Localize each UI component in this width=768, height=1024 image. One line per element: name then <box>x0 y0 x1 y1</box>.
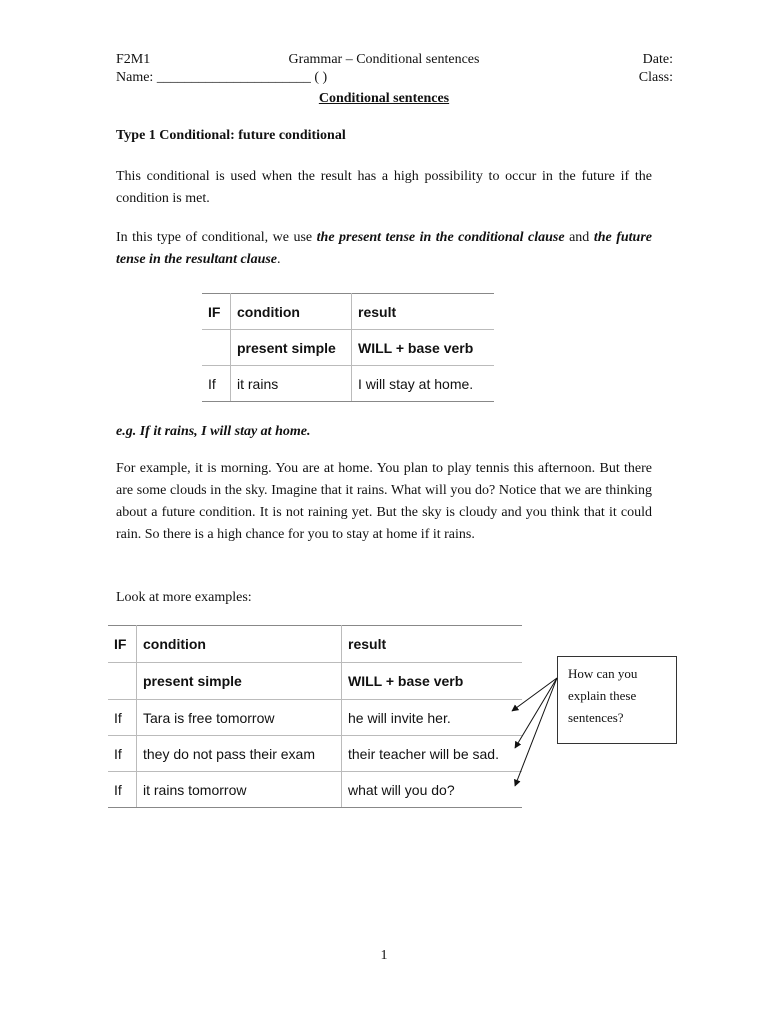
table-cell <box>108 663 137 700</box>
table-cell: it rains <box>231 366 352 402</box>
table-row <box>202 366 494 402</box>
table-cell: it rains tomorrow <box>137 772 342 808</box>
intro-paragraph: This conditional is used when the result has a high possibility to occur in the future if the condition is met. <box>116 169 652 206</box>
table-cell: If <box>108 736 137 772</box>
table-cell: If <box>108 700 137 736</box>
table-cell: Tara is free tomorrow <box>137 700 342 736</box>
table-header-row <box>202 294 494 330</box>
more-examples-label: Look at more examples: <box>116 590 252 605</box>
table-row <box>108 736 522 772</box>
page-number: 1 <box>380 948 388 963</box>
table-header-row <box>108 626 522 663</box>
table-cell: I will stay at home. <box>352 366 495 402</box>
table-cell: present simple <box>137 663 342 700</box>
table-formula-row <box>108 663 522 700</box>
class-label: Class: <box>638 70 673 85</box>
conditional-table-2 <box>108 625 522 808</box>
table-cell: If <box>108 772 137 808</box>
page-title: Conditional sentences <box>318 91 450 106</box>
table-cell: result <box>342 626 523 663</box>
table-cell <box>202 330 231 366</box>
table-cell: WILL + base verb <box>342 663 523 700</box>
usage-paragraph: In this type of conditional, we use the present tense in the conditional clause and the future tense in the resultant clause. <box>116 230 652 267</box>
table-row <box>108 772 522 808</box>
question-box: How can you explain these sentences? <box>557 656 677 744</box>
table-cell: result <box>352 294 495 330</box>
table-cell: IF <box>202 294 231 330</box>
table-cell: he will invite her. <box>342 700 523 736</box>
table-cell: what will you do? <box>342 772 523 808</box>
table-cell: condition <box>137 626 342 663</box>
worksheet-subject: Grammar – Conditional sentences <box>288 52 480 67</box>
table-cell: present simple <box>231 330 352 366</box>
table-cell: they do not pass their exam <box>137 736 342 772</box>
table-formula-row <box>202 330 494 366</box>
table-cell: condition <box>231 294 352 330</box>
table-cell: their teacher will be sad. <box>342 736 523 772</box>
worksheet-code: F2M1 <box>116 52 151 67</box>
table-cell: WILL + base verb <box>352 330 495 366</box>
table-cell: If <box>202 366 231 402</box>
section-heading: Type 1 Conditional: future conditional <box>116 128 346 143</box>
date-label: Date: <box>642 52 673 67</box>
example-sentence: e.g. If it rains, I will stay at home. <box>116 424 311 439</box>
table-cell: IF <box>108 626 137 663</box>
table-row <box>108 700 522 736</box>
conditional-table-1 <box>202 293 494 402</box>
name-label: Name: ______________________ ( ) <box>116 70 328 85</box>
explanation-paragraph: For example, it is morning. You are at home. You plan to play tennis this afternoon. But there are some clouds in the sky. Imagine that it rains. What will you do? Notice that we are thinking about a future condition. It is not raining yet. But the sky is cloudy and you think that it could rain. So there is a high chance for you to stay at home if it rains. <box>116 461 652 542</box>
